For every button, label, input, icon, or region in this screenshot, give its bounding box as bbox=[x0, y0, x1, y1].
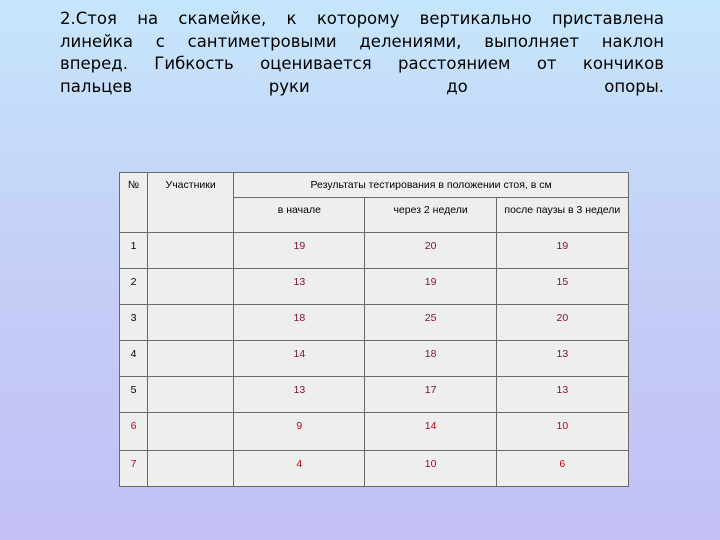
task-description bbox=[60, 8, 664, 98]
task-description-line: 2.Стоя на скамейке, к которому вертикально приставлена bbox=[60, 9, 664, 28]
row-start: 9 bbox=[234, 413, 365, 451]
row-start: 13 bbox=[234, 377, 365, 413]
row-start: 13 bbox=[234, 269, 365, 305]
row-number: 5 bbox=[120, 377, 148, 413]
row-participant bbox=[148, 305, 234, 341]
row-participant bbox=[148, 233, 234, 269]
row-participant bbox=[148, 341, 234, 377]
row-after-2-weeks: 25 bbox=[365, 305, 496, 341]
table-row bbox=[120, 451, 629, 487]
row-participant bbox=[148, 377, 234, 413]
row-participant bbox=[148, 413, 234, 451]
row-after-pause: 20 bbox=[496, 305, 628, 341]
row-after-pause: 13 bbox=[496, 341, 628, 377]
results-table bbox=[119, 172, 629, 487]
row-start: 4 bbox=[234, 451, 365, 487]
row-after-2-weeks: 10 bbox=[365, 451, 496, 487]
header-participants: Участники bbox=[148, 173, 234, 233]
row-number: 3 bbox=[120, 305, 148, 341]
row-after-2-weeks: 18 bbox=[365, 341, 496, 377]
row-after-pause: 6 bbox=[496, 451, 628, 487]
row-after-2-weeks: 20 bbox=[365, 233, 496, 269]
task-description-line: линейка с сантиметровыми делениями, выполняет наклон bbox=[60, 31, 664, 51]
table-header-row bbox=[120, 173, 629, 198]
row-start: 14 bbox=[234, 341, 365, 377]
task-description-line: пальцев руки до опоры. bbox=[60, 76, 664, 96]
header-number: № bbox=[120, 173, 148, 233]
table-row bbox=[120, 305, 629, 341]
row-after-pause: 15 bbox=[496, 269, 628, 305]
row-participant bbox=[148, 269, 234, 305]
row-number: 6 bbox=[120, 413, 148, 451]
row-after-2-weeks: 17 bbox=[365, 377, 496, 413]
header-results-group: Результаты тестирования в положении стоя, в см bbox=[234, 173, 629, 198]
task-description-line: вперед. Гибкость оценивается расстоянием от кончиков bbox=[60, 54, 664, 73]
row-number: 1 bbox=[120, 233, 148, 269]
row-after-2-weeks: 14 bbox=[365, 413, 496, 451]
table-row bbox=[120, 377, 629, 413]
header-start: в начале bbox=[234, 198, 365, 233]
row-start: 18 bbox=[234, 305, 365, 341]
table-row bbox=[120, 413, 629, 451]
header-after-pause: после паузы в 3 недели bbox=[496, 198, 628, 233]
row-after-2-weeks: 19 bbox=[365, 269, 496, 305]
row-participant bbox=[148, 451, 234, 487]
row-after-pause: 10 bbox=[496, 413, 628, 451]
row-number: 7 bbox=[120, 451, 148, 487]
row-after-pause: 19 bbox=[496, 233, 628, 269]
row-after-pause: 13 bbox=[496, 377, 628, 413]
table-row bbox=[120, 233, 629, 269]
table-row bbox=[120, 269, 629, 305]
row-number: 2 bbox=[120, 269, 148, 305]
header-after-2-weeks: через 2 недели bbox=[365, 198, 496, 233]
table-row bbox=[120, 341, 629, 377]
row-number: 4 bbox=[120, 341, 148, 377]
row-start: 19 bbox=[234, 233, 365, 269]
